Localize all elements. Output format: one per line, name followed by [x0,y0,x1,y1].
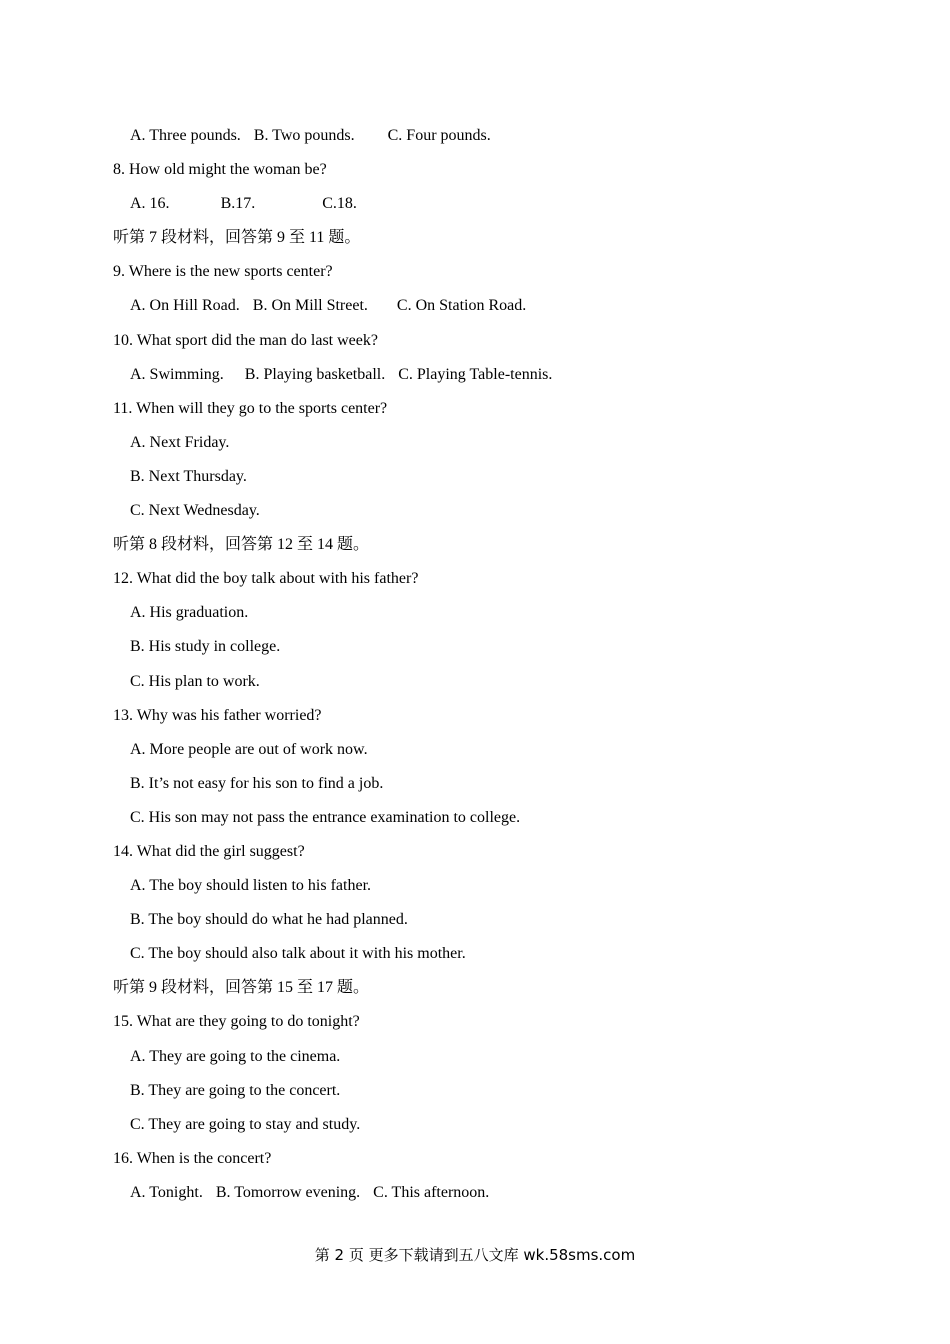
answer-option: A. On Hill Road. [130,297,240,315]
option-row [113,1176,873,1210]
answer-option: B. Two pounds. [253,127,355,144]
question-text: 13. Why was his father worried? [113,706,322,724]
page-footer: 第 2 页 更多下载请到五八文库 wk.58sms.com [314,1246,636,1264]
answer-option: A. 16. [130,195,170,213]
answer-option: B. Next Thursday. [130,467,247,485]
answer-option: B. Tomorrow evening. [215,1183,361,1201]
answer-option: B. It’s not easy for his son to find a job. [130,774,384,792]
question-text: 14. What did the girl suggest? [113,842,305,860]
answer-option: B. Playing basketball. [244,365,386,383]
section-instruction: 听第 7 段材料，回答第 9 至 11 题。 [113,229,361,247]
answer-option: B. They are going to the concert. [130,1081,341,1099]
answer-option: B. His study in college. [130,638,281,656]
answer-option: A. Tonight. [130,1183,203,1201]
answer-option: C.18. [322,195,357,213]
answer-option: C. They are going to stay and study. [130,1115,361,1133]
answer-option: A. Swimming. [130,365,224,383]
answer-option: A. Three pounds. [130,127,241,144]
answer-option: C. The boy should also talk about it with his mother. [130,945,466,963]
section-instruction: 听第 9 段材料，回答第 15 至 17 题。 [113,979,370,997]
question-text: 11. When will they go to the sports center? [113,399,388,417]
option-row [113,119,873,153]
answer-option: A. His graduation. [130,604,249,622]
answer-option: A. They are going to the cinema. [130,1047,341,1065]
option-row [113,289,873,323]
question-text: 8. How old might the woman be? [113,161,327,179]
question-text: 16. When is the concert? [113,1149,272,1167]
exam-page-content [113,119,873,1210]
answer-option: B. On Mill Street. [252,297,368,315]
answer-option: C. This afternoon. [373,1183,490,1201]
answer-option: A. Next Friday. [130,433,230,451]
answer-option: C. His plan to work. [130,672,260,690]
answer-option: C. Next Wednesday. [130,502,260,520]
question-text: 12. What did the boy talk about with his father? [113,570,419,588]
answer-option: A. More people are out of work now. [130,740,368,758]
answer-option: B.17. [220,195,256,213]
answer-option: B. The boy should do what he had planned. [130,911,408,929]
option-row [113,358,873,392]
question-text: 15. What are they going to do tonight? [113,1013,360,1031]
answer-option: C. His son may not pass the entrance examination to college. [130,808,521,826]
answer-option: A. The boy should listen to his father. [130,877,372,895]
answer-option: C. Playing Table-tennis. [398,365,553,383]
answer-option: C. Four pounds. [387,127,491,144]
question-text: 9. Where is the new sports center? [113,263,333,281]
question-text: 10. What sport did the man do last week? [113,331,378,349]
section-instruction: 听第 8 段材料，回答第 12 至 14 题。 [113,536,370,554]
option-row [113,187,873,221]
answer-option: C. On Station Road. [396,297,527,315]
